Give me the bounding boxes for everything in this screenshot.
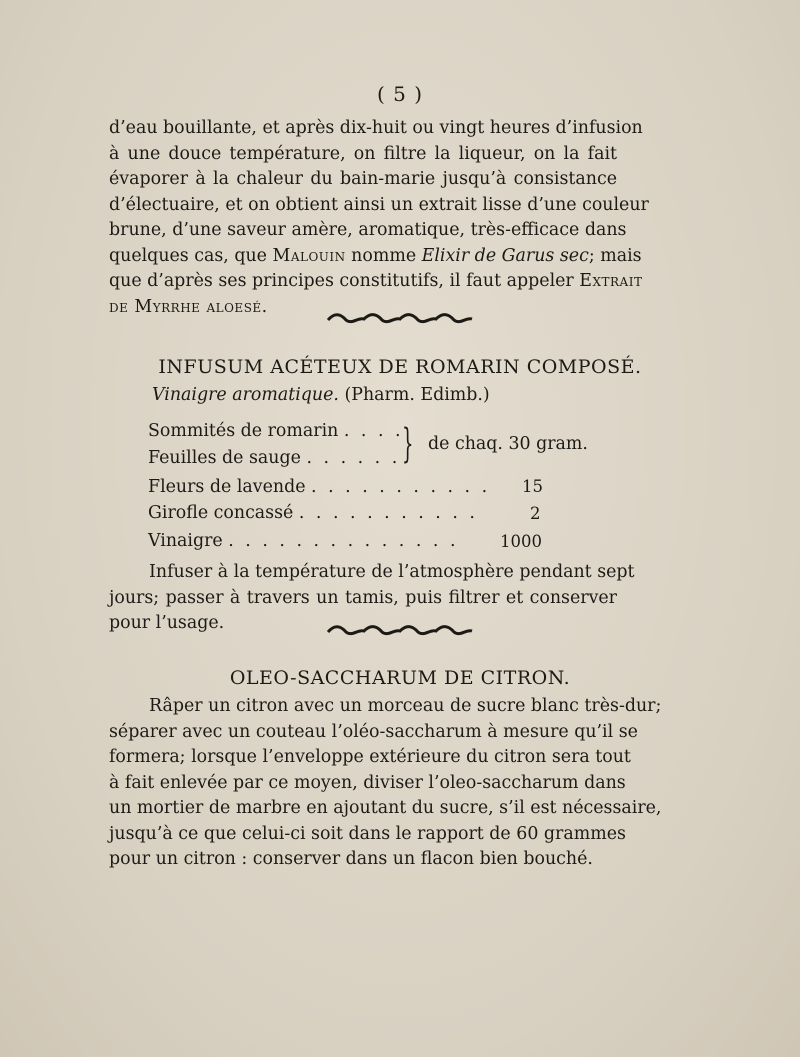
leader-dots: . . . . . . (306, 448, 401, 468)
intro-paragraph (109, 116, 649, 320)
remedy-name: Elixir de Garus sec (421, 245, 589, 266)
ingredient-row (148, 503, 478, 523)
text-line: à fait enlevée par ce moyen, diviser l’oleo-saccharum dans (109, 772, 626, 793)
leader-dots: . . . . (343, 421, 404, 441)
ornament-swash-icon (326, 311, 474, 325)
text-line: à une douce température, on filtre la liqueur, on la fait (109, 143, 617, 164)
text-fragment: ; mais (588, 245, 642, 266)
text-line: d’électuaire, et on obtient ainsi un extrait lisse d’une couleur (109, 194, 649, 215)
ingredient-name: Girofle concassé (148, 503, 294, 523)
text-line (109, 269, 643, 295)
text-line: jours; passer à travers un tamis, puis filtrer et conserver (109, 587, 617, 608)
ingredient-name: Feuilles de sauge (148, 448, 301, 468)
recipe-source: (Pharm. Edimb.) (338, 385, 490, 405)
ornament-swash-icon (326, 623, 474, 637)
ingredient-name: Sommités de romarin (148, 421, 339, 441)
text-line: pour un citron : conserver dans un flacon bien bouché. (109, 849, 593, 869)
ingredient-row (148, 448, 400, 468)
ingredient-name: Vinaigre (148, 531, 223, 551)
recipe-title: INFUSUM ACÉTEUX DE ROMARIN COMPOSÉ. (158, 356, 642, 378)
text-line: pour l’usage. (109, 613, 225, 633)
shared-quantity: de chaq. 30 gram. (428, 434, 588, 454)
text-line: Infuser à la température de l’atmosphère pendant sept (149, 562, 635, 582)
leader-dots: . . . . . . . . . . . (311, 477, 491, 497)
ingredient-row (148, 421, 404, 441)
ingredient-row (148, 477, 490, 497)
author-name: Malouin (272, 245, 346, 266)
extract-name: Extrait (579, 271, 643, 291)
brace-symbol: } (402, 421, 414, 467)
ingredient-quantity: 15 (522, 477, 543, 496)
text-line: formera; lorsque l’enveloppe extérieure du citron sera tout (109, 747, 631, 767)
leader-dots: . . . . . . . . . . . (298, 503, 478, 523)
ornament-divider (0, 310, 800, 329)
ingredient-row (148, 531, 458, 551)
text-fragment: nomme (345, 245, 422, 266)
text-line: Râper un citron avec un morceau de sucre blanc très-dur; (149, 696, 662, 716)
text-line (109, 244, 642, 270)
text-line: un mortier de marbre en ajoutant du sucre, s’il est nécessaire, (109, 798, 662, 818)
text-line: jusqu’à ce que celui-ci soit dans le rapport de 60 grammes (109, 823, 626, 844)
ingredient-quantity: 1000 (500, 532, 542, 551)
ornament-divider (0, 622, 800, 641)
text-fragment: quelques cas, que (109, 245, 273, 266)
text-line: séparer avec un couteau l’oléo-saccharum à mesure qu’il se (109, 721, 638, 742)
text-line: évaporer à la chaleur du bain-marie jusqu’à consistance (109, 169, 617, 189)
recipe-instructions (109, 694, 662, 873)
leader-dots: . . . . . . . . . . . . . . (228, 531, 459, 551)
extract-name-continued: de Myrrhe aloesé. (109, 296, 268, 317)
recipe-title: OLEO-SACCHARUM DE CITRON. (229, 667, 571, 689)
ingredient-quantity: 2 (530, 504, 541, 523)
page-number: ( 5 ) (376, 82, 424, 106)
text-line: d’eau bouillante, et après dix-huit ou vingt heures d’infusion (109, 118, 643, 138)
text-fragment: que d’après ses principes constitutifs, il faut appeler (109, 271, 580, 291)
ingredient-name: Fleurs de lavende (148, 477, 306, 497)
text-line: brune, d’une saveur amère, aromatique, très-efficace dans (109, 220, 627, 240)
recipe-subtitle (152, 385, 490, 405)
recipe-alt-name: Vinaigre aromatique. (152, 385, 339, 405)
